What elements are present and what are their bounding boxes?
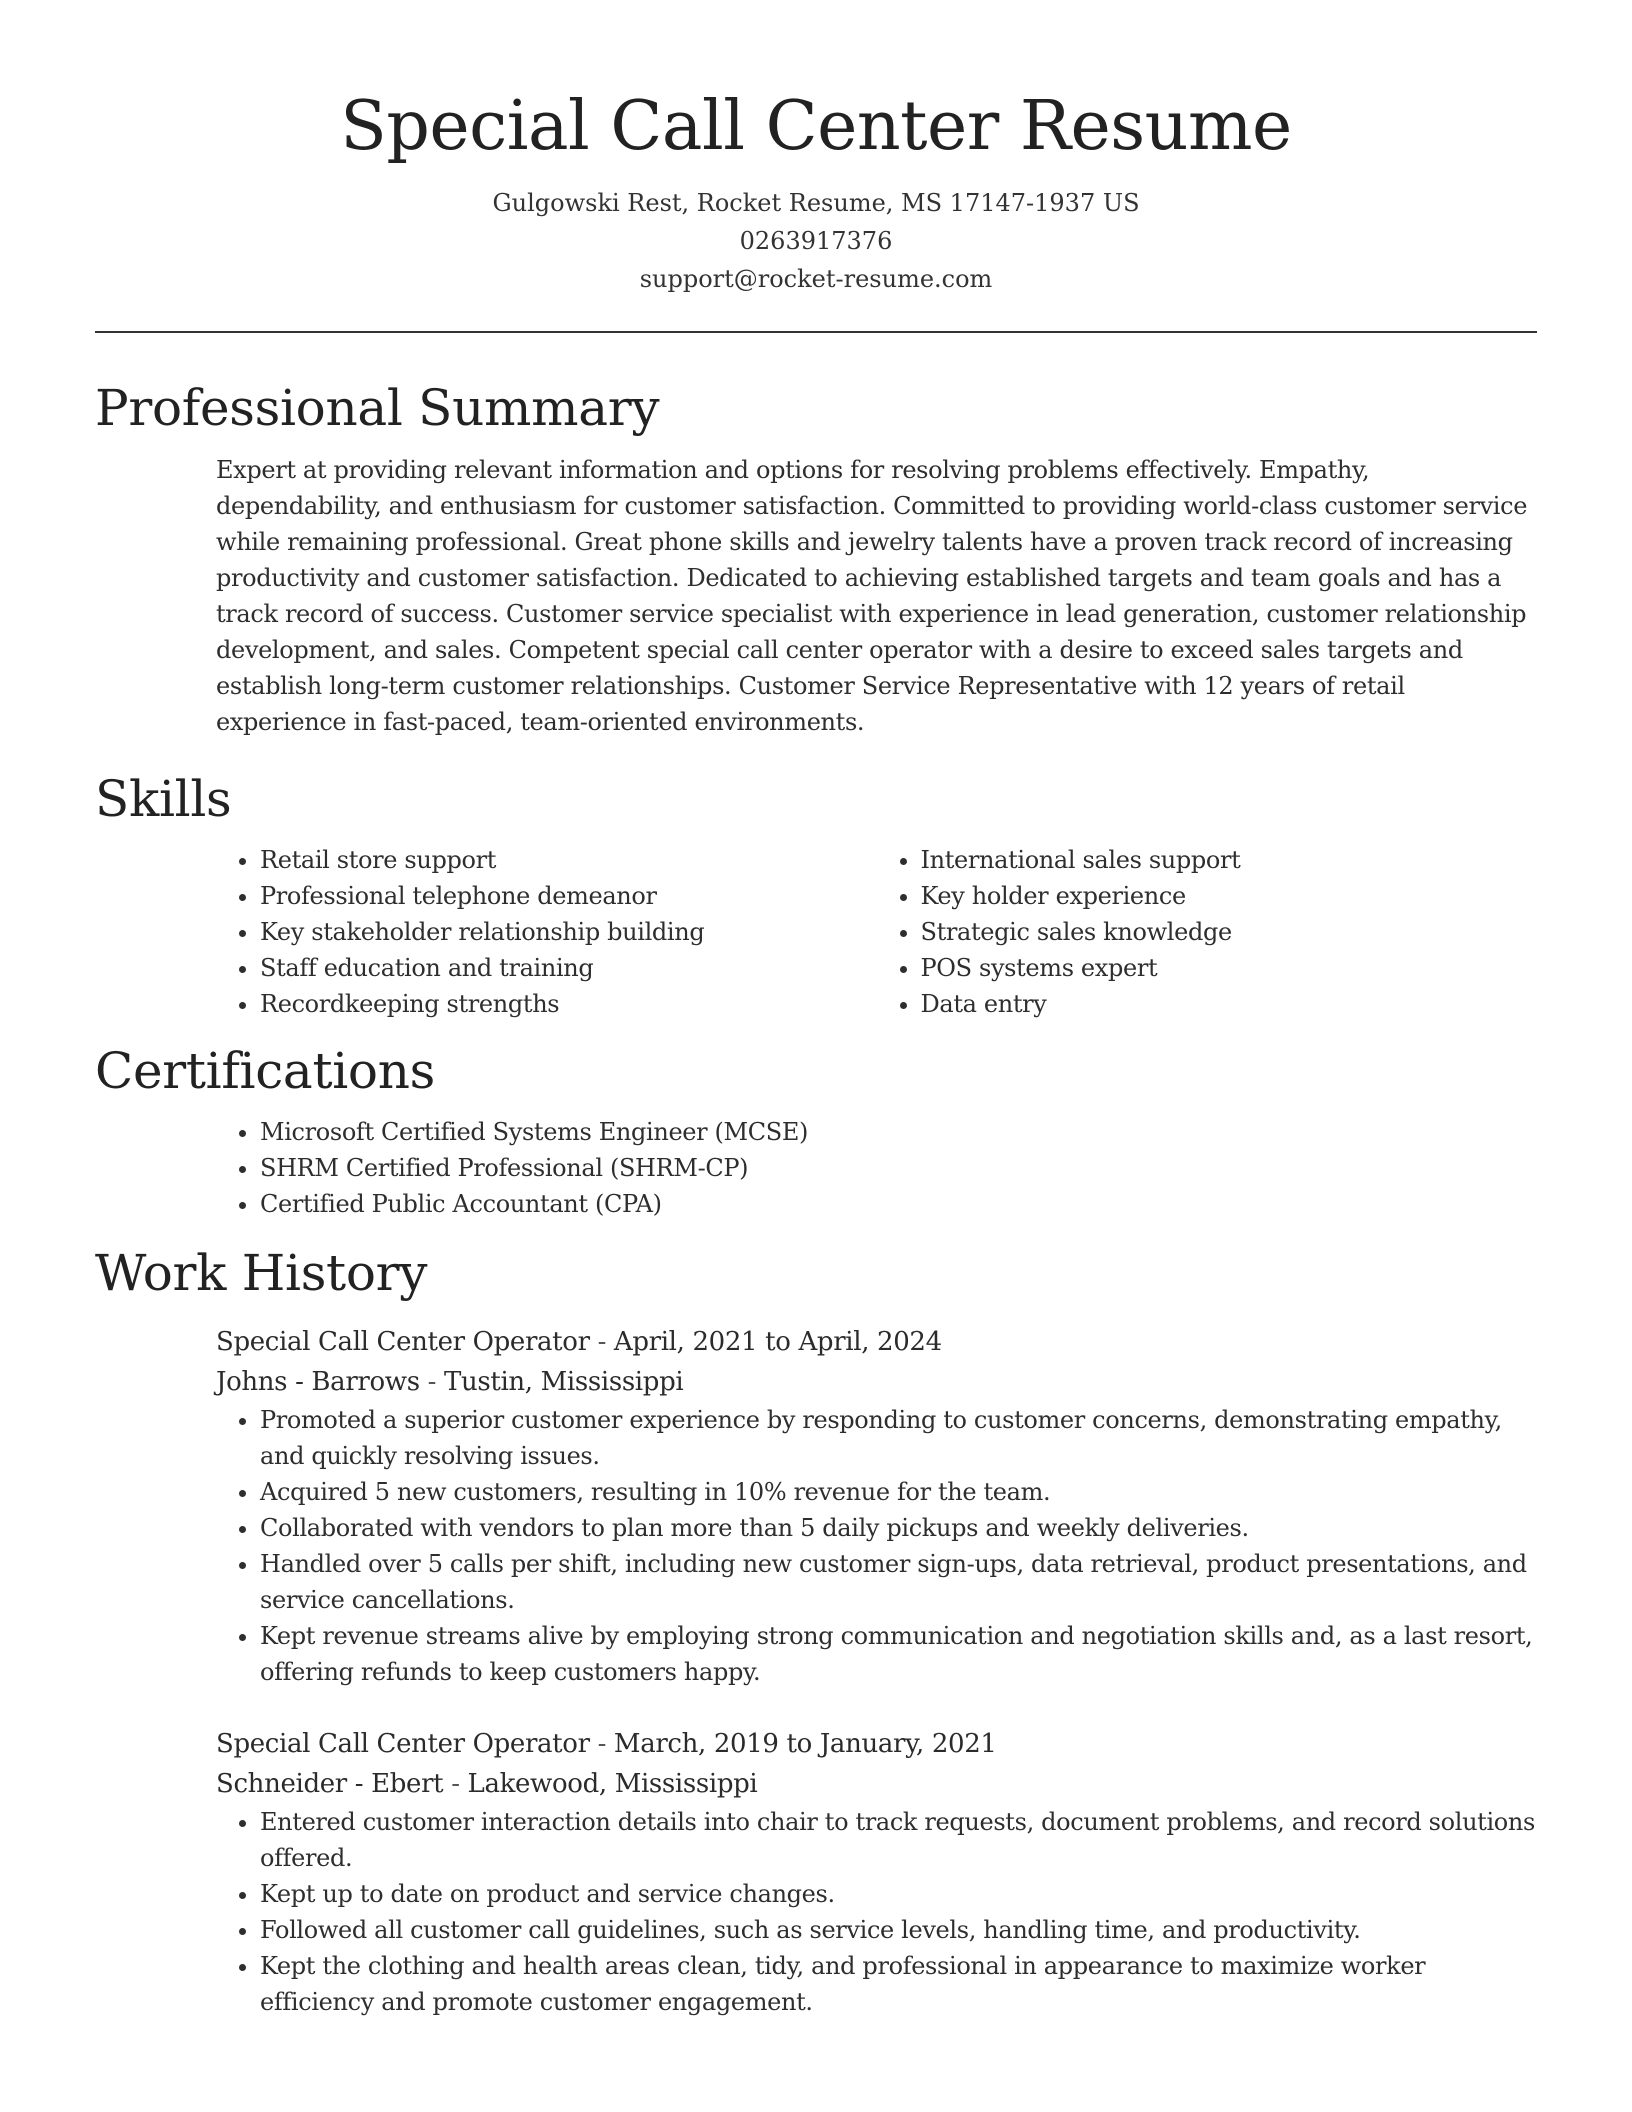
job-duty-item: • Promoted a superior customer experience by responding to customer concerns, demonstrating empathy, and quickly resolving issues.	[260, 1402, 1537, 1474]
skill-item: • Staff education and training	[260, 950, 877, 986]
skill-item: • Recordkeeping strengths	[260, 986, 877, 1022]
skill-item: • Key holder experience	[921, 878, 1538, 914]
summary-heading: Professional Summary	[95, 379, 660, 437]
job-duty-item: • Followed all customer call guidelines, such as service levels, handling time, and productivity.	[260, 1912, 1537, 1948]
certifications-section	[95, 1038, 1537, 1222]
job-duty-item: • Kept up to date on product and service changes.	[260, 1876, 1537, 1912]
skills-list-right	[877, 842, 1538, 1022]
summary-section	[95, 375, 1537, 740]
summary-text: Expert at providing relevant information and options for resolving problems effectively. Empathy, dependability, and enthusiasm for customer satisfaction. Committed to providing world-class customer service while remaining professional. Great phone skills and jewelry talents have a proven track record of increasing productivity and customer satisfaction. Dedicated to achieving established targets and team goals and has a track record of success. Customer service specialist with experience in lead generation, customer relationship development, and sales. Competent special call center operator with a desire to exceed sales targets and establish long-term customer relationships. Customer Service Representative with 12 years of retail experience in fast-paced, team-oriented environments.	[216, 456, 1528, 736]
work-history-heading: Work History	[95, 1244, 428, 1302]
job-company: Johns - Barrows	[216, 1367, 420, 1397]
skill-item: • Data entry	[921, 986, 1538, 1022]
job-dates: April, 2021 to April, 2024	[613, 1327, 942, 1357]
resume-title: Special Call Center Resume	[340, 87, 1292, 166]
job-title: Special Call Center Operator	[216, 1729, 590, 1759]
job-duties-list	[216, 1402, 1537, 1690]
job-company-line	[216, 1764, 1537, 1804]
certification-item: • Microsoft Certified Systems Engineer (MCSE)	[260, 1114, 1537, 1150]
job-duty-item: • Kept revenue streams alive by employing strong communication and negotiation skills and, as a last resort, offering refunds to keep customers happy.	[260, 1618, 1537, 1690]
certification-item: • Certified Public Accountant (CPA)	[260, 1186, 1537, 1222]
resume-header	[95, 0, 1537, 298]
job-location: Tustin, Mississippi	[443, 1367, 684, 1397]
job-entry	[216, 1322, 1537, 1690]
separator: -	[443, 1769, 468, 1799]
job-duty-item: • Handled over 5 calls per shift, including new customer sign-ups, data retrieval, product presentations, and service cancellations.	[260, 1546, 1537, 1618]
separator: -	[419, 1367, 444, 1397]
certification-item: • SHRM Certified Professional (SHRM-CP)	[260, 1150, 1537, 1186]
skill-item: • Key stakeholder relationship building	[260, 914, 877, 950]
skill-item: • Professional telephone demeanor	[260, 878, 877, 914]
job-dates: March, 2019 to January, 2021	[613, 1729, 997, 1759]
skill-item: • Retail store support	[260, 842, 877, 878]
skills-heading: Skills	[95, 770, 232, 828]
contact-email: support@rocket-resume.com	[639, 265, 993, 293]
job-title-line	[216, 1322, 1537, 1362]
contact-phone: 0263917376	[739, 227, 893, 255]
skill-item: • POS systems expert	[921, 950, 1538, 986]
skills-section	[95, 766, 1537, 1022]
contact-block	[95, 184, 1537, 298]
job-duty-item: • Kept the clothing and health areas clean, tidy, and professional in appearance to maximize worker efficiency and promote customer engagement.	[260, 1948, 1537, 2020]
certifications-heading: Certifications	[95, 1042, 435, 1100]
header-divider	[95, 331, 1537, 333]
job-location: Lakewood, Mississippi	[467, 1769, 758, 1799]
skill-item: • International sales support	[921, 842, 1538, 878]
separator: -	[589, 1327, 614, 1357]
job-entry	[216, 1724, 1537, 2020]
job-duty-item: • Acquired 5 new customers, resulting in 10% revenue for the team.	[260, 1474, 1537, 1510]
job-duties-list	[216, 1804, 1537, 2020]
job-company-line	[216, 1362, 1537, 1402]
job-title-line	[216, 1724, 1537, 1764]
job-duty-item: • Collaborated with vendors to plan more than 5 daily pickups and weekly deliveries.	[260, 1510, 1537, 1546]
contact-address: Gulgowski Rest, Rocket Resume, MS 17147-1937 US	[492, 189, 1140, 217]
skills-columns	[216, 842, 1537, 1022]
skills-list-left	[216, 842, 877, 1022]
job-duty-item: • Entered customer interaction details into chair to track requests, document problems, and record solutions offered.	[260, 1804, 1537, 1876]
separator: -	[589, 1729, 614, 1759]
certifications-list	[216, 1114, 1537, 1222]
skill-item: • Strategic sales knowledge	[921, 914, 1538, 950]
job-company: Schneider - Ebert	[216, 1769, 444, 1799]
job-title: Special Call Center Operator	[216, 1327, 590, 1357]
work-history-section	[95, 1240, 1537, 2020]
certifications-body	[216, 1114, 1537, 1222]
